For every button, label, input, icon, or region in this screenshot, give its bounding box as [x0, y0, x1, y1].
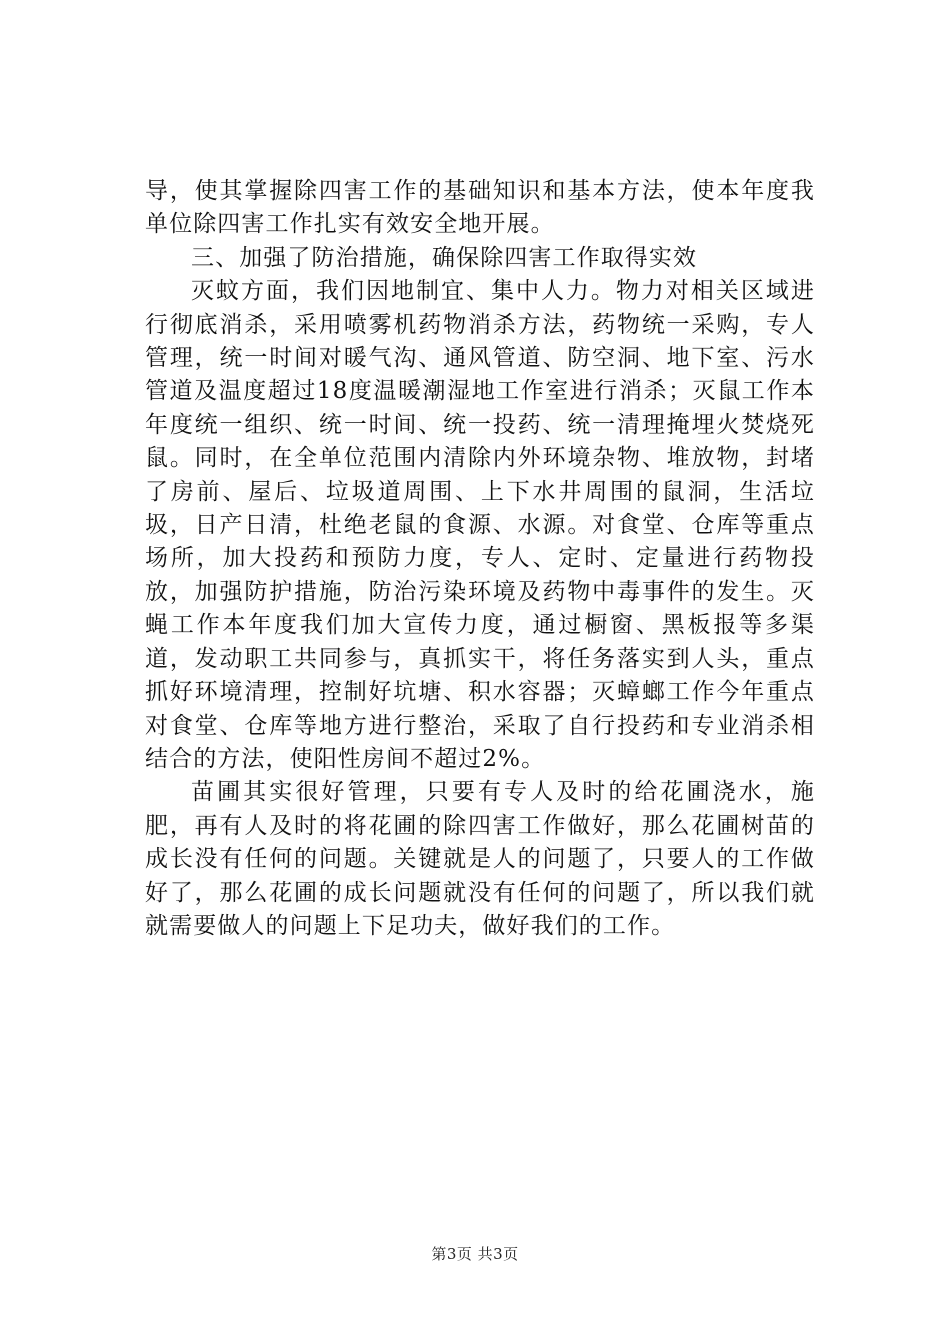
section-heading: 三、加强了防治措施，确保除四害工作取得实效 — [191, 244, 698, 271]
page-number-footer: 第3页 共3页 — [431, 1245, 519, 1263]
paragraph-continuation: 导，使其掌握除四害工作的基础知识和基本方法，使本年度我单位除四害工作扎实有效安全地开展。 — [145, 178, 815, 238]
paragraph-pest-control-measures: 灭蚊方面，我们因地制宜、集中人力。物力对相关区域进行彻底消杀，采用喷雾机药物消杀方法，药物统一采购，专人管理，统一时间对暖气沟、通风管道、防空洞、地下室、污水管道及温度超过18度温暖潮湿地工作室进行消杀；灭鼠工作本年度统一组织、统一时间、统一投药、统一清理掩埋火焚烧死鼠。同时，在全单位范围内清除内外环境杂物、堆放物，封堵了房前、屋后、垃圾道周围、上下水井周围的鼠洞，生活垃圾，日产日清，杜绝老鼠的食源、水源。对食堂、仓库等重点场所，加大投药和预防力度，专人、定时、定量进行药物投放，加强防护措施，防治污染环境及药物中毒事件的发生。灭蝇工作本年度我们加大宣传力度，通过橱窗、黑板报等多渠道，发动职工共同参与，真抓实干，将任务落实到人头，重点抓好环境清理，控制好坑塘、积水容器；灭蟑螂工作今年重点对食堂、仓库等地方进行整治，采取了自行投药和专业消杀相结合的方法，使阳性房间不超过2%。 — [145, 278, 815, 772]
paragraph-nursery-management: 苗圃其实很好管理，只要有专人及时的给花圃浇水，施肥，再有人及时的将花圃的除四害工作做好，那么花圃树苗的成长没有任何的问题。关键就是人的问题了，只要人的工作做好了，那么花圃的成长问题就没有任何的问题了，所以我们就就需要做人的问题上下足功夫，做好我们的工作。 — [145, 779, 815, 939]
document-body — [145, 175, 815, 943]
